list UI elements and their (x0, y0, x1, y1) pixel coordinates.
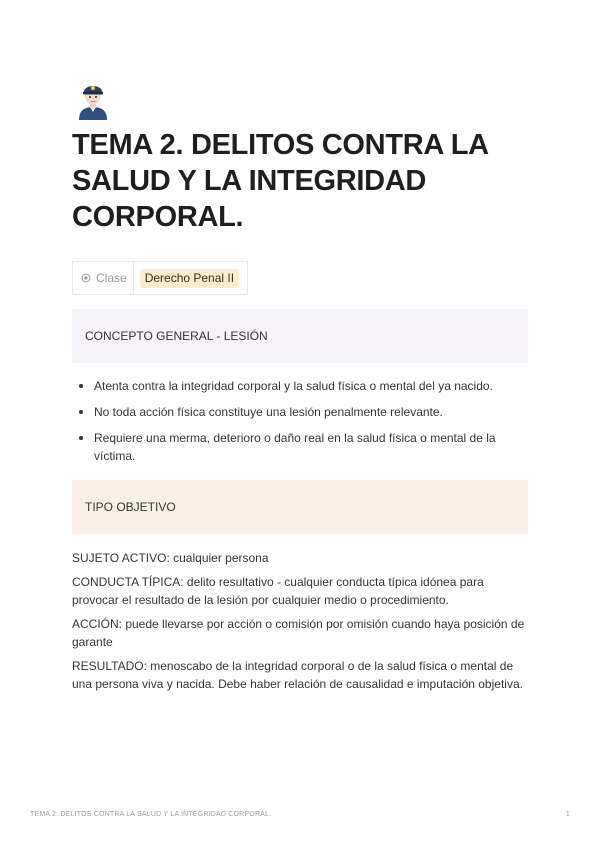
list-item-text: No toda acción física constituye una lesión penalmente relevante. (94, 405, 443, 419)
callout-tipo-objetivo (72, 480, 528, 534)
list-item (72, 377, 532, 395)
paragraph-resultado: RESULTADO: menoscabo de la integridad corporal o de la salud física o mental de una persona viva y nacida. Debe haber relación de causalidad e imputación objetiva. (72, 659, 523, 691)
page-footer (30, 811, 570, 818)
police-officer-emoji-icon (76, 80, 110, 120)
paragraph-sujeto-activo: SUJETO ACTIVO: cualquier persona (72, 551, 269, 565)
footer-title: TEMA 2. DELITOS CONTRA LA SALUD Y LA INTEGRIDAD CORPORAL. (30, 811, 272, 818)
list-item-text: Requiere una merma, deterioro o daño real en la salud física o mental de la víctima. (94, 431, 496, 463)
bullet-dot (79, 384, 83, 388)
property-row (72, 261, 248, 295)
callout-heading: TIPO OBJETIVO (85, 500, 176, 514)
footer-page-number: 1 (565, 811, 570, 818)
bullet-list (72, 377, 532, 473)
target-icon (81, 273, 91, 283)
property-name[interactable] (73, 262, 134, 294)
list-item (72, 403, 532, 421)
bullet-dot (79, 410, 83, 414)
paragraph-accion: ACCIÓN: puede llevarse por acción o comisión por omisión cuando haya posición de garante (72, 617, 525, 649)
tipo-objetivo-body (72, 549, 532, 699)
property-label: Clase (96, 271, 127, 285)
property-value[interactable] (134, 262, 247, 294)
callout-concepto-general (72, 309, 528, 363)
paragraph-conducta-tipica: CONDUCTA TÍPICA: delito resultativo - cualquier conducta típica idónea para provocar el resultado de la lesión por cualquier medio o procedimiento. (72, 575, 484, 607)
list-item (72, 429, 532, 465)
list-item-text: Atenta contra la integridad corporal y la salud física o mental del ya nacido. (94, 379, 493, 393)
class-tag: Derecho Penal II (140, 269, 239, 288)
page-title: TEMA 2. DELITOS CONTRA LA SALUD Y LA INTEGRIDAD CORPORAL. (72, 129, 488, 233)
bullet-dot (79, 436, 83, 440)
callout-heading: CONCEPTO GENERAL - LESIÓN (85, 329, 268, 343)
